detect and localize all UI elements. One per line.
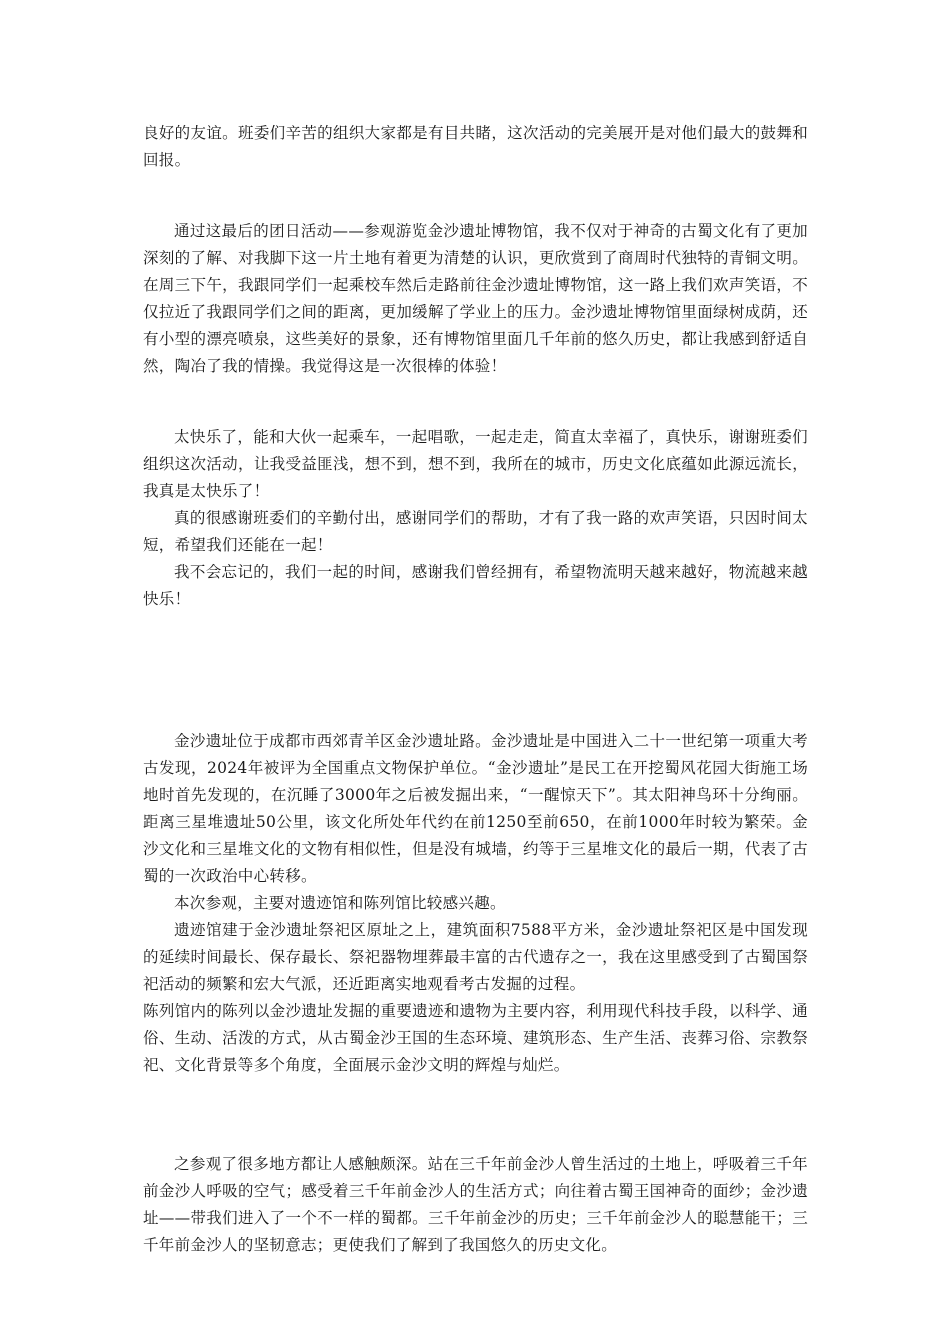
spacer: [143, 613, 808, 728]
paragraph-exhibition-hall: 陈列馆内的陈列以金沙遗址发掘的重要遗迹和遗物为主要内容，利用现代科技手段，以科学、通俗、生动、活泼的方式，从古蜀金沙王国的生态环境、建筑形态、生产生活、丧葬习俗、宗教祭祀、文化背景等多个角度，全面展示金沙文明的辉煌与灿烂。: [143, 1002, 808, 1074]
paragraph-jinsha-intro: 金沙遗址位于成都市西郊青羊区金沙遗址路。金沙遗址是中国进入二十一世纪第一项重大考古发现，2024年被评为全国重点文物保护单位。“金沙遗址”是民工在开挖蜀风花园大街施工场地时首先发现的，在沉睡了3000年之后被发掘出来，“一醒惊天下”。其太阳神鸟环十分绚丽。距离三星堆遗址50公里，该文化所处年代约在前1250至前650，在前1000年时较为繁荣。金沙文化和三星堆文化的文物有相似性，但是没有城墙，约等于三星堆文化的最后一期，代表了古蜀的一次政治中心转移。: [143, 732, 808, 885]
paragraph-museum-visit: 通过这最后的团日活动——参观游览金沙遗址博物馆，我不仅对于神奇的古蜀文化有了更加深刻的了解、对我脚下这一片土地有着更为清楚的认识，更欣赏到了商周时代独特的青铜文明。在周三下午，我跟同学们一起乘校车然后走路前往金沙遗址博物馆，这一路上我们欢声笑语，不仅拉近了我跟同学们之间的距离，更加缓解了学业上的压力。金沙遗址博物馆里面绿树成荫，还有小型的漂亮喷泉，这些美好的景象，还有博物馆里面几千年前的悠久历史，都让我感到舒适自然，陶冶了我的情操。我觉得这是一次很棒的体验！: [143, 222, 808, 375]
document-body: [143, 120, 808, 1259]
paragraph-friendship: 良好的友谊。班委们辛苦的组织大家都是有目共睹，这次活动的完美展开是对他们最大的鼓舞和回报。: [143, 124, 808, 169]
spacer: [143, 1079, 808, 1151]
paragraph-memory: 我不会忘记的，我们一起的时间，感谢我们曾经拥有，希望物流明天越来越好，物流越来越快乐！: [143, 563, 808, 608]
paragraph-reflection: 之参观了很多地方都让人感触颇深。站在三千年前金沙人曾生活过的土地上，呼吸着三千年前金沙人呼吸的空气；感受着三千年前金沙人的生活方式；向往着古蜀王国神奇的面纱；金沙遗址——带我们进入了一个不一样的蜀都。三千年前金沙的历史；三千年前金沙人的聪慧能干；三千年前金沙人的坚韧意志；更使我们了解到了我国悠久的历史文化。: [143, 1155, 808, 1254]
spacer: [143, 174, 808, 218]
paragraph-happiness: 太快乐了，能和大伙一起乘车，一起唱歌，一起走走，简直太幸福了，真快乐，谢谢班委们组织这次活动，让我受益匪浅，想不到，想不到，我所在的城市，历史文化底蕴如此源远流长，我真是太快乐了！: [143, 428, 808, 500]
paragraph-thanks: 真的很感谢班委们的辛勤付出，感谢同学们的帮助，才有了我一路的欢声笑语，只因时间太短，希望我们还能在一起！: [143, 509, 808, 554]
spacer: [143, 380, 808, 424]
paragraph-relic-hall: 遗迹馆建于金沙遗址祭祀区原址之上，建筑面积7588平方米，金沙遗址祭祀区是中国发现的延续时间最长、保存最长、祭祀器物埋葬最丰富的古代遗存之一，我在这里感受到了古蜀国祭祀活动的频繁和宏大气派，还近距离实地观看考古发掘的过程。: [143, 921, 808, 993]
paragraph-visit-focus: 本次参观，主要对遗迹馆和陈列馆比较感兴趣。: [174, 894, 506, 912]
